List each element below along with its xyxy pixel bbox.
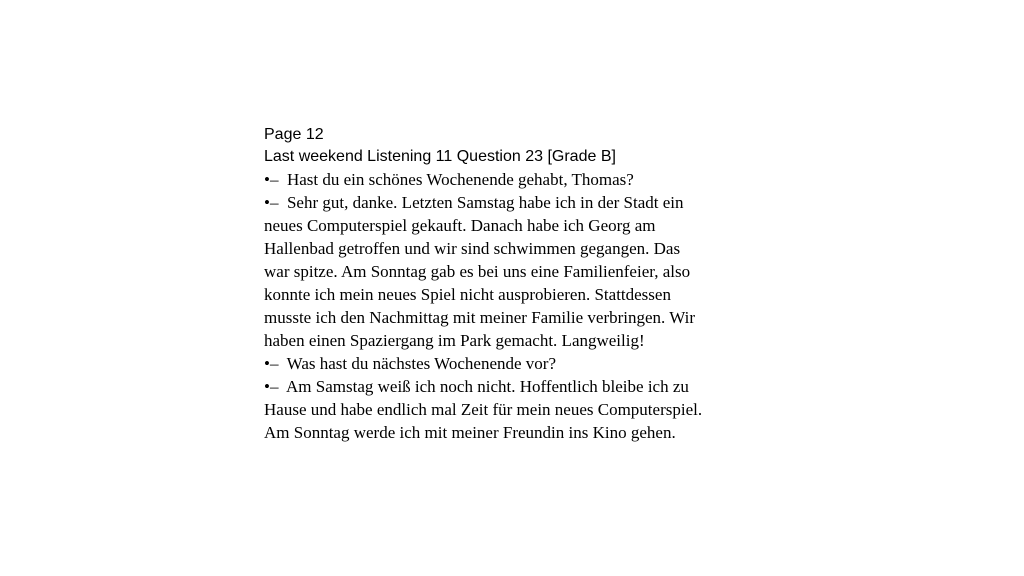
bullet-marker: •– xyxy=(264,170,279,189)
dialogue-question-2 xyxy=(264,352,784,375)
page-heading: Last weekend Listening 11 Question 23 [Grade B] xyxy=(264,148,616,165)
text-block xyxy=(264,124,784,444)
answer-1-line-3: Hallenbad getroffen und wir sind schwimmen gegangen. Das xyxy=(264,239,681,258)
answer-2-line-2: Hause und habe endlich mal Zeit für mein neues Computerspiel. xyxy=(264,400,703,419)
dialogue-question-1 xyxy=(264,168,784,191)
dialogue-answer-1-line-1 xyxy=(264,191,784,214)
question-2-text: Was hast du nächstes Wochenende vor? xyxy=(286,354,556,373)
page-label: Page 12 xyxy=(264,126,324,143)
answer-1-line-5: konnte ich mein neues Spiel nicht ausprobieren. Stattdessen xyxy=(264,285,671,304)
question-1-text: Hast du ein schönes Wochenende gehabt, Thomas? xyxy=(286,170,634,189)
answer-1-line-4: war spitze. Am Sonntag gab es bei uns eine Familienfeier, also xyxy=(264,262,691,281)
dialogue-answer-2-line-1 xyxy=(264,375,784,398)
bullet-marker: •– xyxy=(264,354,279,373)
answer-2-text: Am Samstag weiß ich noch nicht. Hoffentlich bleibe ich zu xyxy=(286,377,689,396)
answer-1-line-6: musste ich den Nachmittag mit meiner Familie verbringen. Wir xyxy=(264,308,695,327)
bullet-marker: •– xyxy=(264,193,279,212)
answer-2-line-3: Am Sonntag werde ich mit meiner Freundin ins Kino gehen. xyxy=(264,423,676,442)
answer-1-line-7: haben einen Spaziergang im Park gemacht. Langweilig! xyxy=(264,331,645,350)
answer-1-line-2: neues Computerspiel gekauft. Danach habe ich Georg am xyxy=(264,216,656,235)
bullet-marker: •– xyxy=(264,377,279,396)
answer-1-text: Sehr gut, danke. Letzten Samstag habe ich in der Stadt ein xyxy=(286,193,684,212)
